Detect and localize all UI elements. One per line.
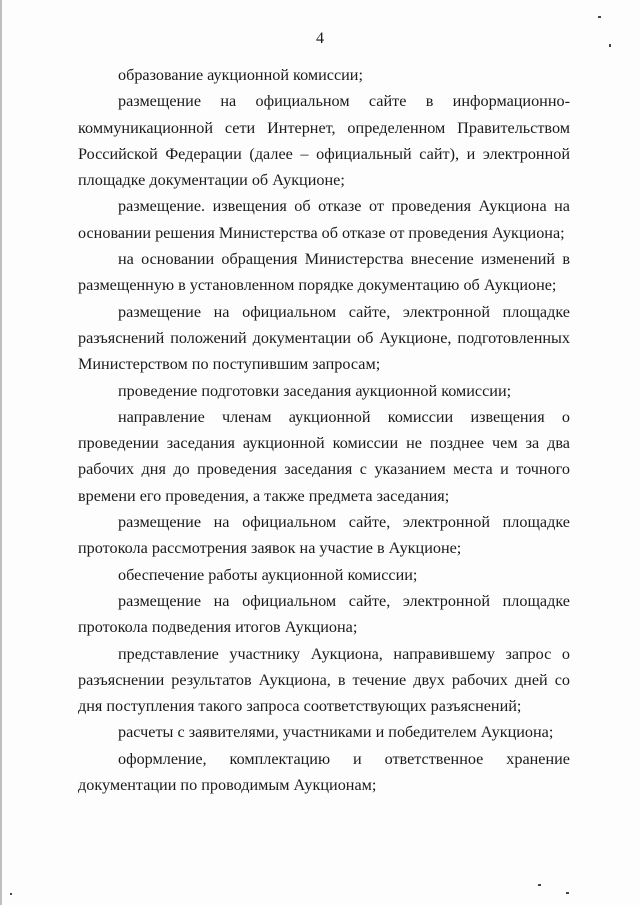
scan-speck xyxy=(10,893,12,895)
paragraph: размещение на официальном сайте, электронной площадке разъяснений положений документации об Аукционе, подготовленных Министерством по поступившим запросам; xyxy=(78,302,570,374)
paragraph: на основании обращения Министерства внесение изменений в размещенную в установленном порядке документацию об Аукционе; xyxy=(78,250,570,295)
paragraph: размещение. извещения об отказе от проведения Аукциона на основании решения Министерства об отказе от проведения Аукциона; xyxy=(78,197,570,242)
paragraph: оформление, комплектацию и ответственное хранение документации по проводимым Аукционам; xyxy=(78,749,570,795)
document-body xyxy=(78,62,570,798)
paragraph: расчеты с заявителями, участниками и победителем Аукциона; xyxy=(118,723,554,742)
scan-speck xyxy=(538,884,541,886)
paragraph: направление членам аукционной комиссии извещения о проведении заседания аукционной комиссии не позднее чем за два рабочих дня до проведения заседания с указанием места и точного времени его проведения, а также предмета заседания; xyxy=(78,407,570,505)
paragraph: проведение подготовки заседания аукционной комиссии; xyxy=(118,381,512,400)
scan-speck xyxy=(598,16,601,18)
paragraph: размещение на официальном сайте, электронной площадке протокола подведения итогов Аукциона; xyxy=(78,591,570,637)
scan-speck xyxy=(609,44,611,47)
paragraph: размещение на официальном сайте, электронной площадке протокола рассмотрения заявок на участие в Аукционе; xyxy=(78,513,570,558)
scan-speck xyxy=(566,892,569,894)
paragraph: размещение на официальном сайте в информационно-коммуникационной сети Интернет, определенном Правительством Российской Федерации (далее – официальный сайт), и электронной площадке документации об Аукционе; xyxy=(78,92,570,190)
paragraph: образование аукционной комиссии; xyxy=(118,66,363,84)
page-number: 4 xyxy=(316,30,324,47)
scan-left-edge xyxy=(0,0,2,905)
paragraph: представление участнику Аукциона, направившему запрос о разъяснении результатов Аукциона, в течение двух рабочих дней со дня поступления такого запроса соответствующих разъяснений; xyxy=(78,644,570,716)
paragraph: обеспечение работы аукционной комиссии; xyxy=(118,565,418,584)
